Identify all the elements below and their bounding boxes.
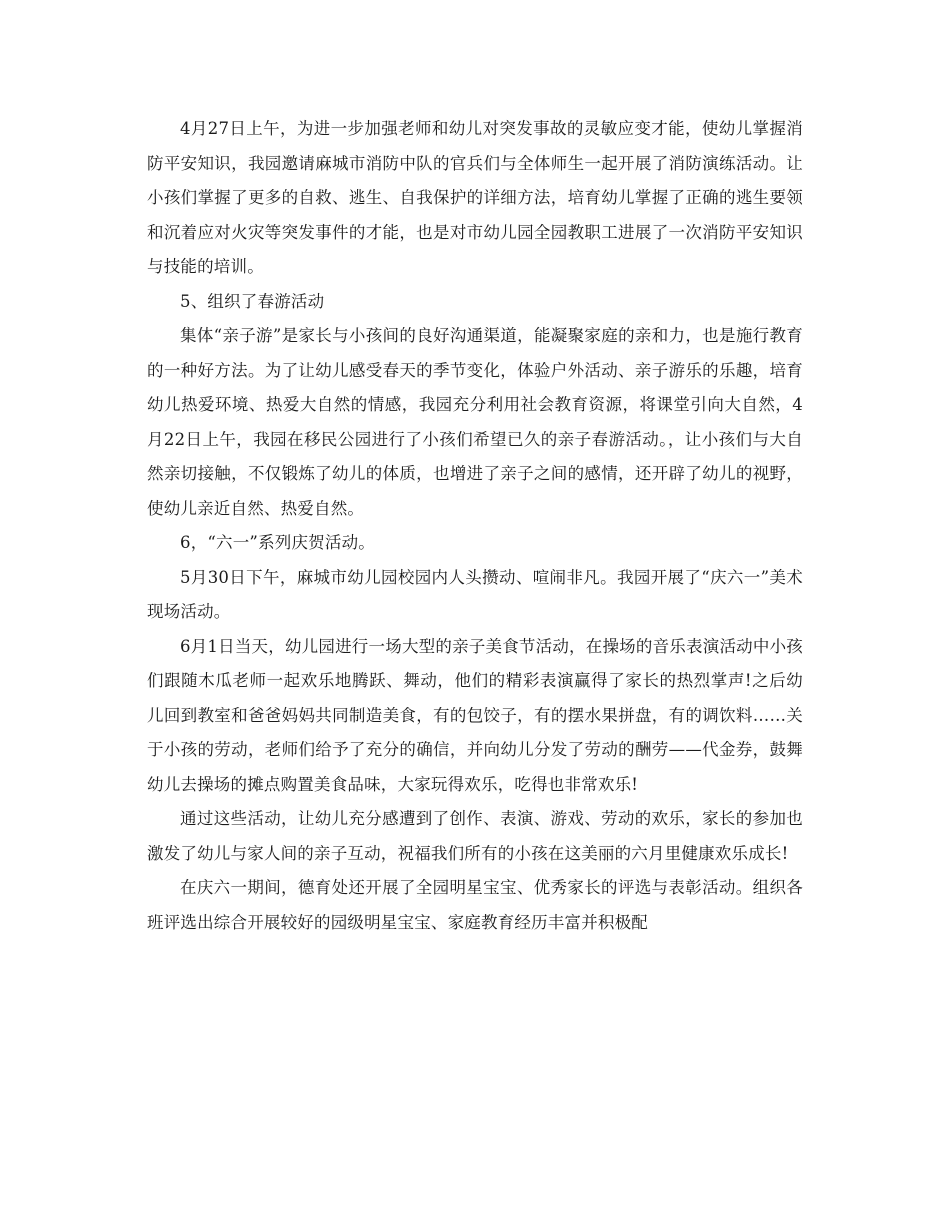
paragraph-star-baby-selection: 在庆六一期间，德育处还开展了全园明星宝宝、优秀家长的评选与表彰活动。组织各班评选出综合开展较好的园级明星宝宝、家庭教育经历丰富并积极配 [147,878,803,932]
paragraph-food-festival: 6月1日当天，幼儿园进行一场大型的亲子美食节活动，在操场的音乐表演活动中小孩们跟随木瓜老师一起欢乐地腾跃、舞动，他们的精彩表演赢得了家长的热烈掌声!之后幼儿回到教室和爸爸妈妈共同制造美食，有的包饺子，有的摆水果拼盘，有的调饮料……关于小孩的劳动，老师们给予了充分的确信，并向幼儿分发了劳动的酬劳——代金券，鼓舞幼儿去操场的摊点购置美食品味，大家玩得欢乐，吃得也非常欢乐! [147,636,803,794]
section-heading-spring-outing: 5、组织了春游活动 [180,291,325,311]
document-page [147,112,803,940]
section-heading-childrens-day: 6，“六一”系列庆贺活动。 [180,533,375,552]
paragraph-fire-drill: 4月27日上午，为进一步加强老师和幼儿对突发事故的灵敏应变才能，使幼儿掌握消防平安知识，我园邀请麻城市消防中队的官兵们与全体师生一起开展了消防演练活动。让小孩们掌握了更多的自救、逃生、自我保护的详细方法，培育幼儿掌握了正确的逃生要领和沉着应对火灾等突发事件的才能，也是对市幼儿园全园教职工进展了一次消防平安知识与技能的培训。 [147,119,803,276]
paragraph-summary: 通过这些活动，让幼儿充分感遭到了创作、表演、游戏、劳动的欢乐，家长的参加也激发了幼儿与家人间的亲子互动，祝福我们所有的小孩在这美丽的六月里健康欢乐成长! [147,809,803,863]
paragraph-art-activity: 5月30日下午，麻城市幼儿园校园内人头攒动、喧闹非凡。我园开展了“庆六一”美术现场活动。 [147,567,803,621]
paragraph-spring-outing: 集体“亲子游”是家长与小孩间的良好沟通渠道，能凝聚家庭的亲和力，也是施行教育的一种好方法。为了让幼儿感受春天的季节变化，体验户外活动、亲子游乐的乐趣，培育幼儿热爱环境、热爱大自然的情感，我园充分利用社会教育资源，将课堂引向大自然，4月22日上午，我园在移民公园进行了小孩们希望已久的亲子春游活动。，让小孩们与大自然亲切接触，不仅锻炼了幼儿的体质，也增进了亲子之间的感情，还开辟了幼儿的视野，使幼儿亲近自然、热爱自然。 [147,326,803,518]
